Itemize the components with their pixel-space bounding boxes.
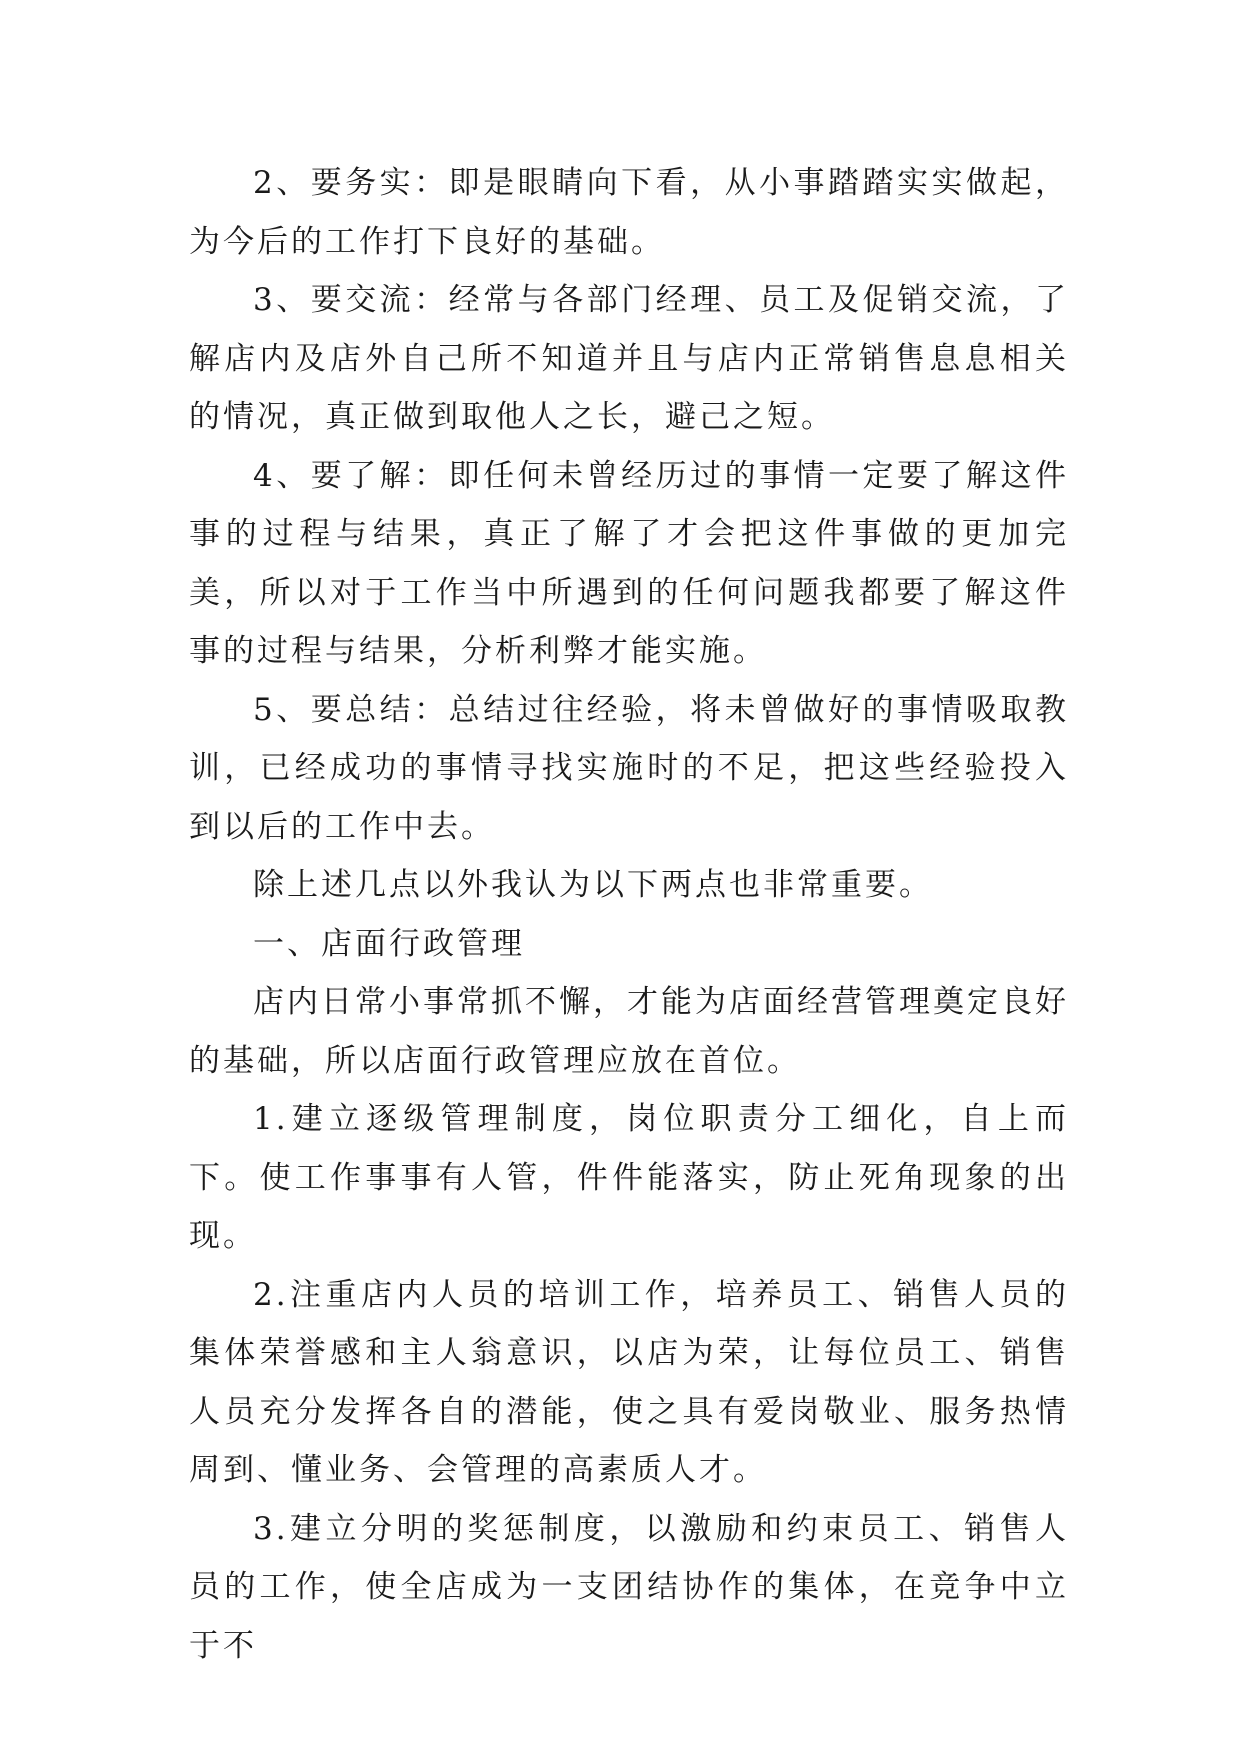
paragraph-item-2: 2.注重店内人员的培训工作，培养员工、销售人员的集体荣誉感和主人翁意识，以店为荣，让每位员工、销售人员充分发挥各自的潜能，使之具有爱岗敬业、服务热情周到、懂业务、会管理的高素质人才。	[189, 1276, 1069, 1488]
paragraph-point-2: 2、要务实：即是眼睛向下看，从小事踏踏实实做起，为今后的工作打下良好的基础。	[189, 165, 1069, 260]
document-body	[189, 154, 1069, 1675]
paragraph-point-5: 5、要总结：总结过往经验，将未曾做好的事情吸取教训，已经成功的事情寻找实施时的不足，把这些经验投入到以后的工作中去。	[189, 691, 1069, 845]
paragraph-point-4: 4、要了解：即任何未曾经历过的事情一定要了解这件事的过程与结果，真正了解了才会把这件事做的更加完美，所以对于工作当中所遇到的任何问题我都要了解这件事的过程与结果，分析利弊才能实施。	[189, 457, 1069, 669]
paragraph-item-1: 1.建立逐级管理制度，岗位职责分工细化，自上而下。使工作事事有人管，件件能落实，防止死角现象的出现。	[189, 1101, 1069, 1254]
paragraph-transition: 除上述几点以外我认为以下两点也非常重要。	[253, 867, 933, 903]
paragraph-point-3: 3、要交流：经常与各部门经理、员工及促销交流，了解店内及店外自己所不知道并且与店内正常销售息息相关的情况，真正做到取他人之长，避己之短。	[189, 282, 1069, 435]
paragraph-item-3: 3.建立分明的奖惩制度，以激励和约束员工、销售人员的工作，使全店成为一支团结协作的集体，在竞争中立于不	[189, 1510, 1069, 1664]
section-heading-store-admin: 一、店面行政管理	[253, 925, 525, 962]
paragraph-store-admin-intro: 店内日常小事常抓不懈，才能为店面经营管理奠定良好的基础，所以店面行政管理应放在首位。	[189, 984, 1069, 1079]
